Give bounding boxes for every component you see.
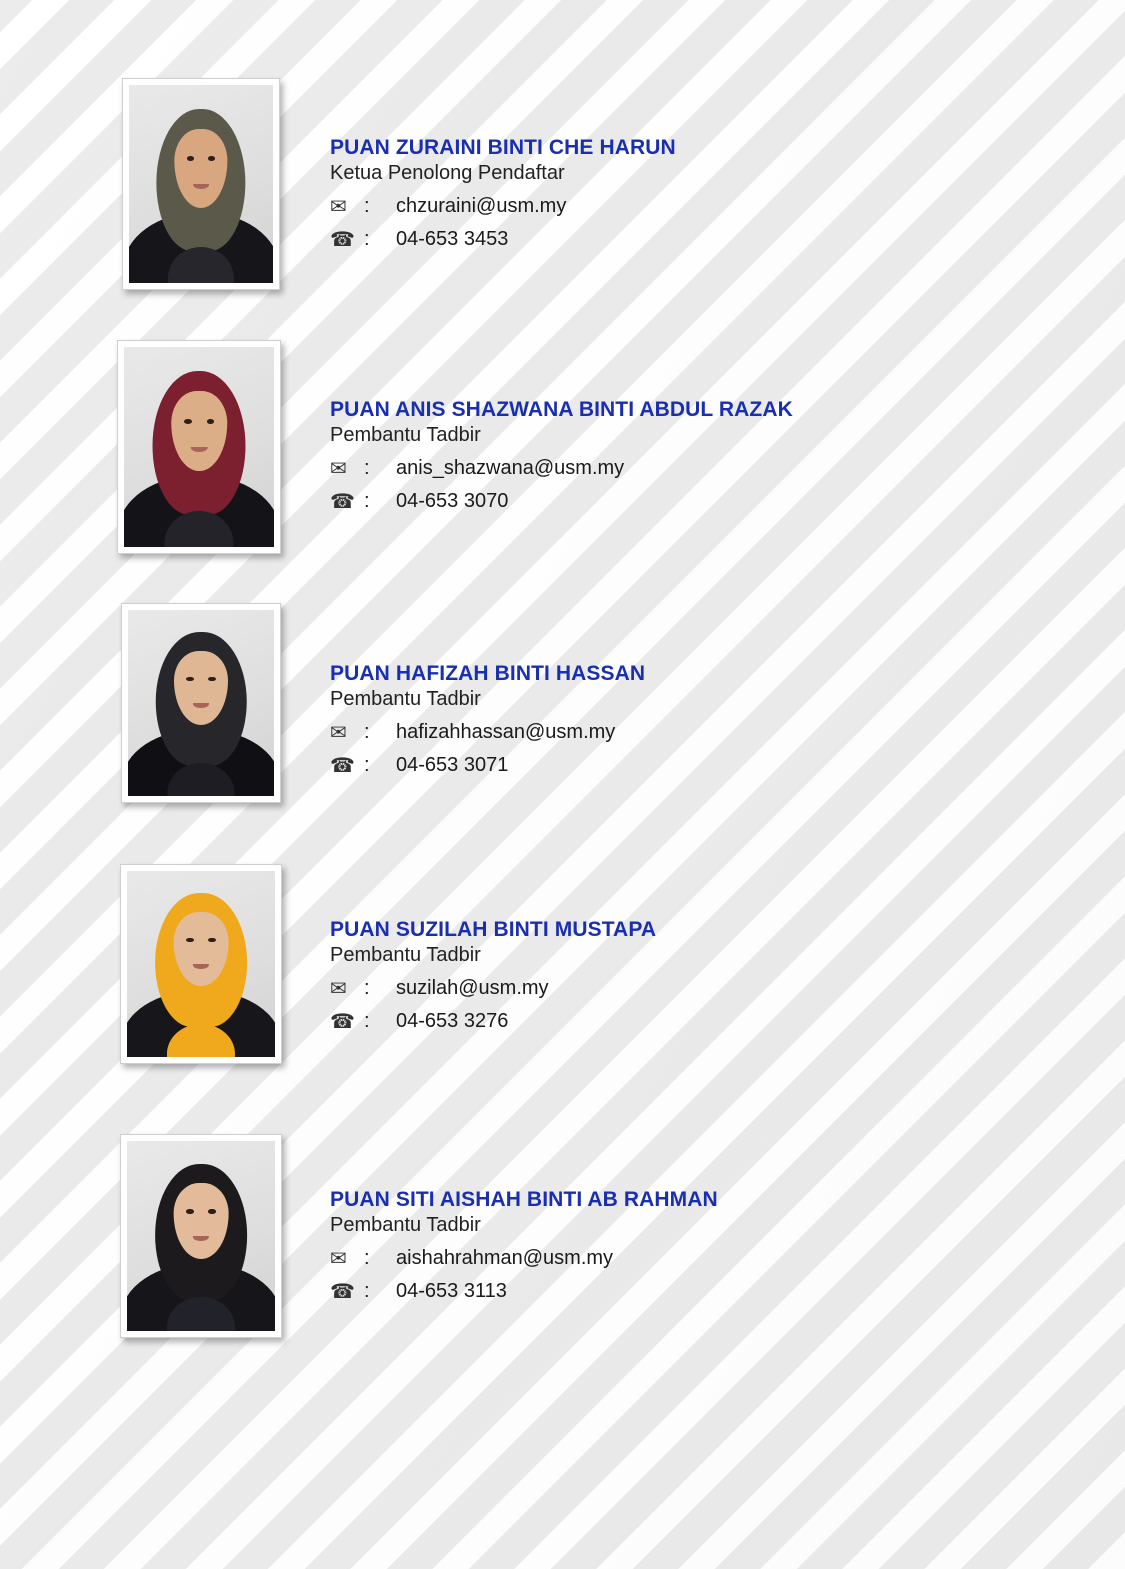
staff-email-row <box>330 721 645 744</box>
staff-phone[interactable]: 04-653 3071 <box>396 754 509 776</box>
phone-separator: : <box>364 490 370 512</box>
email-separator: : <box>364 457 370 479</box>
staff-position: Pembantu Tadbir <box>330 688 481 710</box>
phone-separator: : <box>364 1280 370 1302</box>
staff-position: Pembantu Tadbir <box>330 944 481 966</box>
staff-email[interactable]: anis_shazwana@usm.my <box>396 457 625 479</box>
phone-separator: : <box>364 228 370 250</box>
staff-email-row <box>330 457 793 480</box>
email-separator: : <box>364 977 370 999</box>
photo-eye-left <box>187 156 194 161</box>
staff-info <box>330 398 793 513</box>
photo-eye-right <box>207 419 215 424</box>
envelope-icon: ✉ <box>330 977 347 1000</box>
phone-icon: ☎ <box>330 228 355 251</box>
staff-photo-frame <box>117 340 281 554</box>
staff-photo-frame <box>120 1134 282 1338</box>
staff-info <box>330 662 645 777</box>
staff-name: PUAN SUZILAH BINTI MUSTAPA <box>330 918 657 941</box>
staff-email-row <box>330 195 676 218</box>
staff-position: Pembantu Tadbir <box>330 424 481 446</box>
staff-phone-row <box>330 1280 718 1303</box>
staff-photo <box>128 610 274 796</box>
staff-info <box>330 136 676 251</box>
staff-photo <box>127 871 275 1057</box>
email-separator: : <box>364 195 370 217</box>
staff-info <box>330 918 656 1033</box>
envelope-icon: ✉ <box>330 195 347 218</box>
phone-icon: ☎ <box>330 1010 355 1033</box>
staff-photo <box>129 85 273 283</box>
staff-email[interactable]: aishahrahman@usm.my <box>396 1247 614 1269</box>
staff-phone[interactable]: 04-653 3070 <box>396 490 509 512</box>
staff-photo <box>124 347 274 547</box>
staff-email-row <box>330 1247 718 1270</box>
staff-photo-frame <box>120 864 282 1064</box>
photo-eye-right <box>208 1209 215 1214</box>
staff-position: Ketua Penolong Pendaftar <box>330 162 565 184</box>
envelope-icon: ✉ <box>330 1247 347 1270</box>
staff-phone-row <box>330 754 645 777</box>
staff-email[interactable]: hafizahhassan@usm.my <box>396 721 616 743</box>
staff-photo <box>127 1141 275 1331</box>
envelope-icon: ✉ <box>330 721 347 744</box>
staff-email[interactable]: suzilah@usm.my <box>396 977 549 999</box>
phone-icon: ☎ <box>330 1280 355 1303</box>
staff-phone-row <box>330 228 676 251</box>
staff-phone-row <box>330 490 793 513</box>
photo-eye-left <box>184 419 192 424</box>
staff-email-row <box>330 977 656 1000</box>
email-separator: : <box>364 1247 370 1269</box>
staff-name: PUAN ZURAINI BINTI CHE HARUN <box>330 136 676 159</box>
envelope-icon: ✉ <box>330 457 347 480</box>
staff-name: PUAN SITI AISHAH BINTI AB RAHMAN <box>330 1188 718 1211</box>
staff-info <box>330 1188 718 1303</box>
staff-phone[interactable]: 04-653 3276 <box>396 1010 509 1032</box>
staff-photo-frame <box>121 603 281 803</box>
phone-separator: : <box>364 754 370 776</box>
phone-icon: ☎ <box>330 490 355 513</box>
staff-position: Pembantu Tadbir <box>330 1214 481 1236</box>
staff-phone-row <box>330 1010 656 1033</box>
phone-separator: : <box>364 1010 370 1032</box>
staff-name: PUAN ANIS SHAZWANA BINTI ABDUL RAZAK <box>330 398 793 421</box>
email-separator: : <box>364 721 370 743</box>
staff-phone[interactable]: 04-653 3453 <box>396 228 509 250</box>
staff-name: PUAN HAFIZAH BINTI HASSAN <box>330 662 646 685</box>
staff-email[interactable]: chzuraini@usm.my <box>396 195 567 217</box>
phone-icon: ☎ <box>330 754 355 777</box>
staff-photo-frame <box>122 78 280 290</box>
photo-eye-left <box>186 1209 193 1214</box>
staff-phone[interactable]: 04-653 3113 <box>396 1280 507 1302</box>
